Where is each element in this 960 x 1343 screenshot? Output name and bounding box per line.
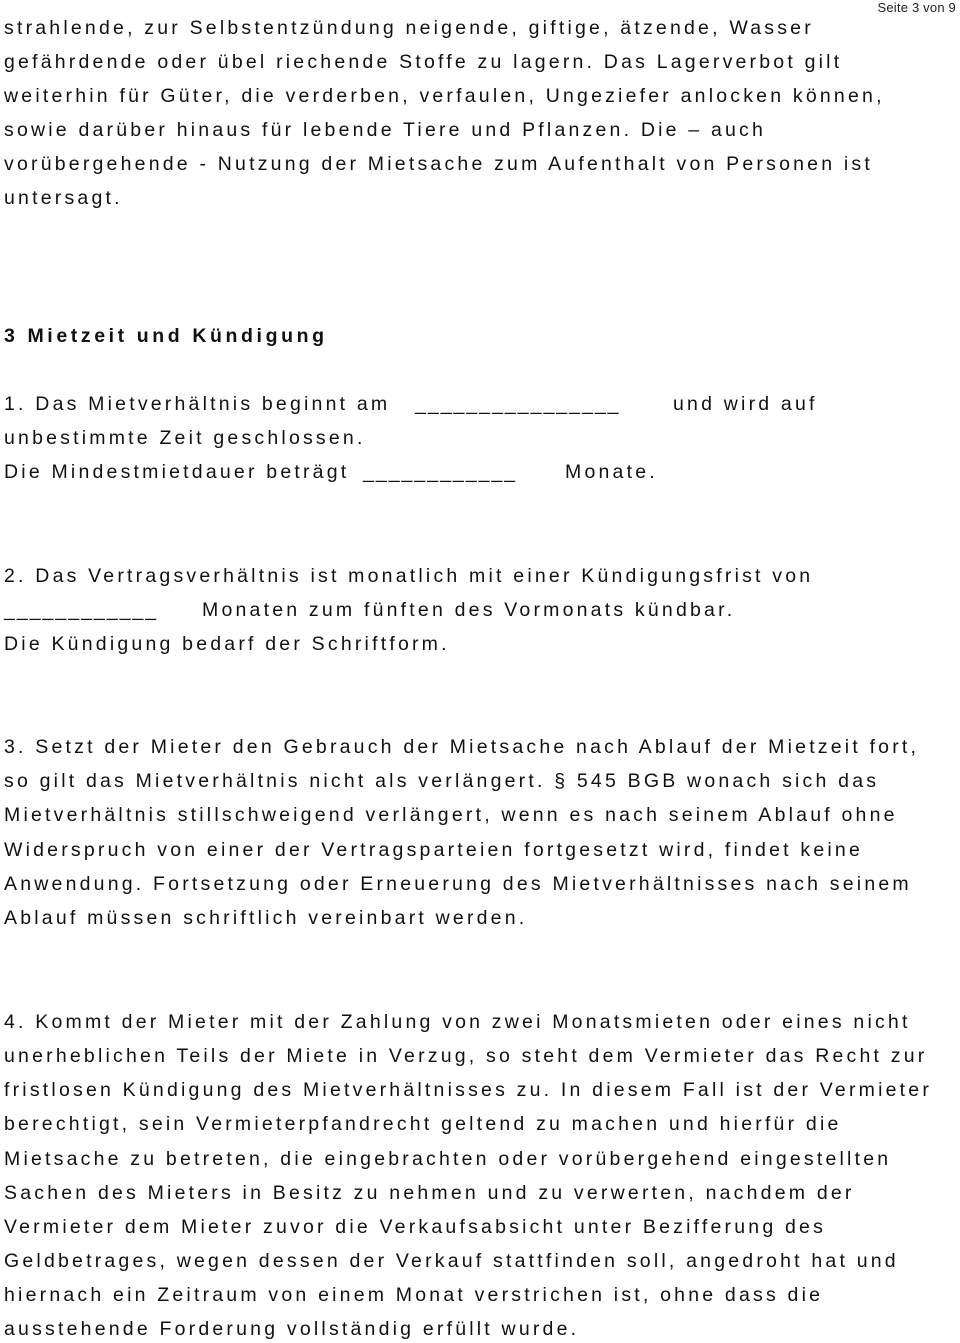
text-line: Mietsache zu betreten, die eingebrachten oder vorübergehend eingestellten	[4, 1148, 892, 1170]
section-heading: 3 Mietzeit und Kündigung	[4, 325, 328, 347]
text-line: so gilt das Mietverhältnis nicht als verlängert. § 545 BGB wonach sich das	[4, 770, 880, 792]
text-line: sowie darüber hinaus für lebende Tiere und Pflanzen. Die – auch	[4, 119, 767, 141]
text-line: vorübergehende - Nutzung der Mietsache zum Aufenthalt von Personen ist	[4, 153, 873, 175]
text-line: Ablauf müssen schriftlich vereinbart werden.	[4, 907, 528, 929]
text-line: Vermieter dem Mieter zuvor die Verkaufsabsicht unter Bezifferung des	[4, 1216, 827, 1238]
text-line: unerheblichen Teils der Miete in Verzug, so steht dem Vermieter das Recht zur	[4, 1045, 928, 1067]
text-line: Widerspruch von einer der Vertragsparteien fortgesetzt wird, findet keine	[4, 839, 863, 861]
text-line: Geldbetrages, wegen dessen der Verkauf stattfinden soll, angedroht hat und	[4, 1250, 899, 1272]
text-line: 2. Das Vertragsverhältnis ist monatlich mit einer Kündigungsfrist von	[4, 565, 814, 587]
text-line: gefährdende oder übel riechende Stoffe zu lagern. Das Lagerverbot gilt	[4, 51, 843, 73]
text-line: und wird auf	[673, 393, 818, 415]
text-line: Die Kündigung bedarf der Schriftform.	[4, 633, 450, 655]
minimum-duration-blank: ____________	[363, 461, 518, 483]
start-date-blank: ________________	[415, 393, 621, 415]
text-line: 4. Kommt der Mieter mit der Zahlung von zwei Monatsmieten oder eines nicht	[4, 1011, 911, 1033]
text-line: weiterhin für Güter, die verderben, verfaulen, Ungeziefer anlocken können,	[4, 85, 885, 107]
text-line: hiernach ein Zeitraum von einem Monat verstrichen ist, ohne dass die	[4, 1284, 824, 1306]
page-number: Seite 3 von 9	[877, 0, 956, 15]
notice-period-blank: ____________	[4, 599, 159, 621]
text-line: berechtigt, sein Vermieterpfandrecht geltend zu machen und hierfür die	[4, 1113, 842, 1135]
text-line: fristlosen Kündigung des Mietverhältnisses zu. In diesem Fall ist der Vermieter	[4, 1079, 933, 1101]
text-line: unbestimmte Zeit geschlossen.	[4, 427, 366, 449]
text-line: 1. Das Mietverhältnis beginnt am	[4, 393, 391, 415]
text-line: Monate.	[565, 461, 658, 483]
text-line: untersagt.	[4, 187, 123, 209]
text-line: strahlende, zur Selbstentzündung neigende, giftige, ätzende, Wasser	[4, 17, 814, 39]
text-line: Anwendung. Fortsetzung oder Erneuerung des Mietverhältnisses nach seinem	[4, 873, 912, 895]
text-line: Monaten zum fünften des Vormonats kündbar.	[202, 599, 736, 621]
text-line: ausstehende Forderung vollständig erfüllt wurde.	[4, 1318, 580, 1340]
text-line: Sachen des Mieters in Besitz zu nehmen und zu verwerten, nachdem der	[4, 1182, 855, 1204]
text-line: Die Mindestmietdauer beträgt	[4, 461, 350, 483]
text-line: Mietverhältnis stillschweigend verlängert, wenn es nach seinem Ablauf ohne	[4, 804, 898, 826]
text-line: 3. Setzt der Mieter den Gebrauch der Mietsache nach Ablauf der Mietzeit fort,	[4, 736, 920, 758]
